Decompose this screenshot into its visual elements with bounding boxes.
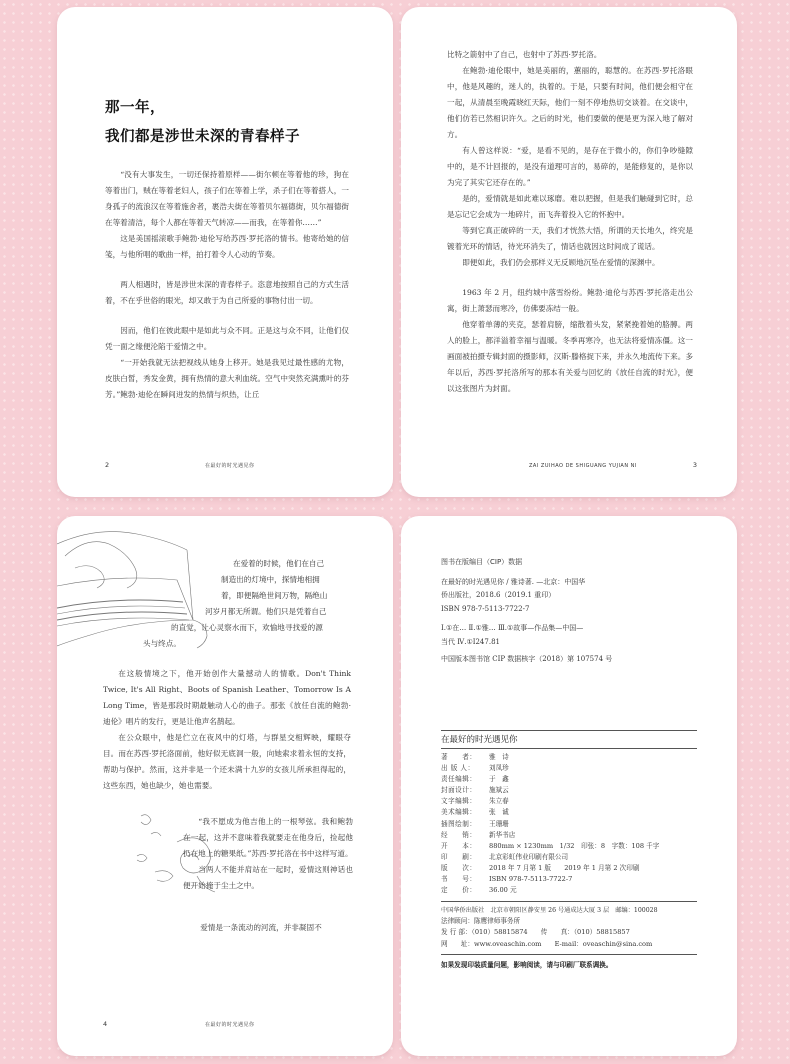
- paragraph: 在公众眼中，他是伫立在夜风中的灯塔，与群星交相辉映，耀眼夺目。而在苏西·罗托洛面前，他好似无底洞一般，向她索求着永恒的支持，帮助与保护。然而，这并非是一个还未满十九岁的女孩儿所承担得起的，这些东西，她也缺少，她也需要。: [103, 733, 351, 790]
- paragraph: “一开始我就无法把视线从她身上移开。她是我见过最性感的尤物，皮肤白皙，秀发金黄，拥有热情的意大利血统。空气中突然充满熏叶的芬芳。”鲍勃·迪伦在瞬间迸发的热情与炽热，让丘: [105, 358, 349, 399]
- running-head: 在最好的时光遇见你: [205, 1022, 255, 1028]
- page-4-body-wrap: [183, 814, 353, 894]
- paragraph: 当两人不能并肩站在一起时，爱情这则神话也便开始掩于尘土之中。: [183, 865, 353, 890]
- chapter-title-line-2: 我们都是涉世未深的青春样子: [105, 128, 300, 145]
- publisher-line: 网 址：www.oveaschin.com E-mail：oveaschin@sina.com: [441, 939, 653, 948]
- credit-value: 朱立春: [489, 797, 509, 806]
- divider: [441, 954, 697, 955]
- book-page-3: [401, 7, 737, 497]
- chapter-title: [105, 93, 300, 151]
- publisher-line: 法律顾问：陈鹰律师事务所: [441, 917, 521, 926]
- credit-row: [441, 819, 659, 830]
- cip-line: Ⅰ.①在… Ⅱ.①雅… Ⅲ.①故事—作品集—中国—: [441, 624, 584, 632]
- credit-value: 王珊珊: [489, 819, 509, 828]
- paragraph: “我不愿成为他吉他上的一根琴弦。我和鲍勃在一起，这并不意味着我就要走在他身后，捡起他扔在地上的糖果纸。”苏西·罗托洛在书中这样写道。: [183, 817, 353, 858]
- page-4-wrapped-lines-3: [221, 588, 355, 604]
- line: 河岁月都无所谓。他们只是凭着自己: [205, 607, 327, 616]
- credit-key: 定 价：: [441, 886, 477, 895]
- page-number: 4: [103, 1020, 108, 1028]
- credit-key: 责任编辑：: [441, 775, 477, 784]
- paragraph: 爱情是一条流动的河流，并非凝固不: [200, 923, 322, 932]
- cip-block: [441, 556, 701, 667]
- credit-value: 雅 诗: [489, 753, 509, 761]
- divider: [441, 748, 697, 749]
- divider: [441, 730, 697, 731]
- credit-key: 书 号：: [441, 875, 477, 884]
- cip-line: 侨出版社，2018.6（2019.1 重印）: [441, 591, 556, 599]
- line: 着，即便隔绝世间万物，隔绝山: [221, 591, 328, 600]
- credit-row: [441, 852, 659, 863]
- cip-title: 图书在版编目（CIP）数据: [441, 558, 523, 566]
- credit-value: 北京彩虹伟业印刷有限公司: [489, 852, 569, 861]
- cip-line: 在最好的时光遇见你 / 雅诗著. —北京：中国华: [441, 577, 586, 586]
- copyright-page: [401, 516, 737, 1056]
- credit-value: 于 鑫: [489, 775, 509, 784]
- paragraph: 在这般情境之下，他开始创作大量撼动人的情歌。Don't Think Twice, It's All Right、Boots of Spanish Leather、Tomorrow Is A Long Time，皆是那段时期最触动人心的曲子。那张《放任自流的鲍勃·迪伦》唱片的发行，更是让他声名鹊起。: [103, 669, 351, 726]
- paragraph: 他穿着单薄的夹克，瑟着肩膀，缩散着头发，紧紧挽着她的胳膊。两人的脸上，都洋溢着幸福与温暖。冬季再寒冷，也无法将爱情冻僵。这一画面被拍摄专辑封面的摄影师，汉斯·滕格捉下来，并永久地流传下来。多年以后，苏西·罗托洛所写的那本有关爱与回忆的《放任自流的时光》，便以这张图片为封面。: [447, 320, 693, 393]
- paragraph: 两人相遇时，皆是涉世未深的青春样子。恣意地按照自己的方式生活着，不在乎世俗的眼光，却又敢于为自己所爱的事物付出一切。: [105, 280, 349, 305]
- line: 制造出的灯境中，探情地相拥: [221, 575, 320, 584]
- paragraph: 即便如此，我们仍会那样义无反顾地沉坠在爱情的深渊中。: [462, 258, 660, 267]
- paragraph: 在鲍勃·迪伦眼中，她是美丽的，蕙丽的，聪慧的。在苏西·罗托洛眼中，他是风趣的，迷人的，执着的。于是，只要有时间，他们便会相守在一起，从清晨至晚霞晓红天际，他们一刻不停地热切交谈着。在交谈中，他们仿若已然相识许久。之后的时光，他们要做的便是更为深入地了解对方。: [447, 66, 693, 139]
- divider: [441, 901, 697, 902]
- cip-line: ISBN 978-7-5113-7722-7: [441, 604, 530, 613]
- credit-row: [441, 774, 659, 785]
- credits-list: [441, 752, 659, 896]
- chapter-title-line-1: 那一年，: [105, 99, 165, 116]
- paragraph: “没有大事发生，一切还保持着原样——街尔顿在等着他的珍，狗在等着出门，贼在等着老妇人，孩子们在等着上学，杀子们在等着搭人，一身孤子的流浪汉在等着施舍者，裹浩夫街在等着贝尔福德街，贝尔福德街在等着清洁，每个人都在等着天气转凉——而我，在等着你……”: [105, 170, 349, 227]
- cip-line: 当代 Ⅳ.①I247.81: [441, 637, 500, 646]
- page-4-wrapped-lines-6: [143, 636, 263, 652]
- credit-value: 施斌云: [489, 786, 509, 795]
- cip-line: 中国版本图书馆 CIP 数据核字（2018）第 107574 号: [441, 655, 613, 663]
- running-head: ZAI ZUIHAO DE SHIGUANG YUJIAN NI: [529, 463, 637, 469]
- credit-key: 文字编辑：: [441, 797, 477, 806]
- credit-row: [441, 885, 659, 896]
- credit-row: [441, 763, 659, 774]
- credit-row: [441, 807, 659, 818]
- running-head: 在最好的时光遇见你: [205, 463, 255, 469]
- line: 头与终点。: [143, 639, 181, 648]
- page-4-wrapped-lines: [233, 556, 353, 572]
- credit-key: 美术编辑：: [441, 808, 477, 817]
- credit-row: [441, 830, 659, 841]
- line: 的直觉，让心灵察水而下，欢愉地寻找爱的源: [171, 623, 323, 632]
- paragraph: 等到它真正破碎的一天，我们才恍然大悟，所谓的天长地久，终究是镀着光环的情话，待光环消失了，情话也就因这时间成了谎话。: [447, 226, 693, 251]
- book-title: 在最好的时光遇见你: [441, 735, 518, 745]
- page-number: 2: [105, 461, 110, 469]
- paragraph: 有人曾这样说：“爱，是看不见的，是存在于微小的，你们争吵缝隙中的，是不计回报的，是没有道理可言的，易碎的，是能修复的，是你以为完了其实它还存在的。”: [447, 146, 693, 187]
- quality-notice: 如果发现印装质量问题，影响阅读，请与印刷厂联系调换。: [441, 961, 613, 969]
- credit-key: 封面设计：: [441, 786, 477, 795]
- credit-key: 开 本：: [441, 841, 477, 850]
- credit-row: [441, 874, 659, 885]
- page-number: 3: [692, 461, 697, 469]
- paragraph: 这是美国摇滚歌手鲍勃·迪伦写给苏西·罗托洛的情书。他寄给她的信笺，与他所唱的歌曲一样，拍打着令人心动的节奏。: [105, 234, 349, 259]
- page-2-body: [105, 167, 349, 403]
- page-4-wrapped-lines-2: [221, 572, 355, 588]
- credit-row: [441, 841, 659, 852]
- book-page-4: [57, 516, 393, 1056]
- credit-value: 张 诚: [489, 808, 509, 817]
- credit-value: 2018 年 7 月第 1 版 2019 年 1 月第 2 次印刷: [489, 863, 640, 872]
- page-3-body: [447, 47, 693, 397]
- credit-value: 新华书店: [489, 830, 516, 839]
- publisher-line: 发 行 部：（010）58815874 传 真：（010）58815857: [441, 928, 630, 937]
- credit-row: [441, 785, 659, 796]
- credit-value: 880mm × 1230mm 1/32 印张：8 字数：108 千字: [489, 841, 660, 850]
- paragraph: 是的，爱情就是如此难以琢磨。难以把握，但是我们触碰到它时，总是忘记它会成为一地碎片，而飞奔着投入它的怀抱中。: [447, 194, 693, 219]
- credit-row: [441, 796, 659, 807]
- publisher-line: 中国华侨出版社 北京市朝阳区静安里 26 号通成达大厦 3 层 邮编：100028: [441, 907, 658, 914]
- book-page-2: [57, 7, 393, 497]
- credit-row: [441, 752, 659, 763]
- line: 在爱着的时候，他们在自己: [233, 559, 325, 568]
- credit-value: ISBN 978-7-5113-7722-7: [489, 875, 573, 884]
- credit-key: 著 者：: [441, 753, 477, 761]
- credit-key: 版 次：: [441, 863, 477, 872]
- page-4-wrapped-lines-5: [171, 620, 355, 636]
- page-4-wrapped-lines-4: [205, 604, 355, 620]
- credit-key: 出 版 人：: [441, 764, 475, 773]
- credit-key: 印 刷：: [441, 852, 477, 861]
- paragraph: 因而，他们在彼此眼中是如此与众不同。正是这与众不同，让他们仅凭一面之缘便沦陷于爱情之中。: [105, 326, 349, 351]
- paragraph: 1963 年 2 月，纽约城中落雪纷纷。鲍勃·迪伦与苏西·罗托洛走出公寓，街上萧瑟而寒冷，仿佛要冻结一般。: [447, 288, 693, 313]
- publisher-info: [441, 905, 658, 950]
- credit-value: 36.00 元: [489, 886, 517, 895]
- page-4-body: [103, 666, 351, 794]
- credit-key: 经 销：: [441, 830, 477, 839]
- paragraph: 比特之箭射中了自己，也射中了苏西·罗托洛。: [447, 50, 602, 59]
- credit-key: 插图绘制：: [441, 819, 477, 828]
- page-4-body-last: [185, 920, 355, 936]
- credit-value: 刘凤珍: [489, 764, 509, 773]
- credit-row: [441, 863, 659, 874]
